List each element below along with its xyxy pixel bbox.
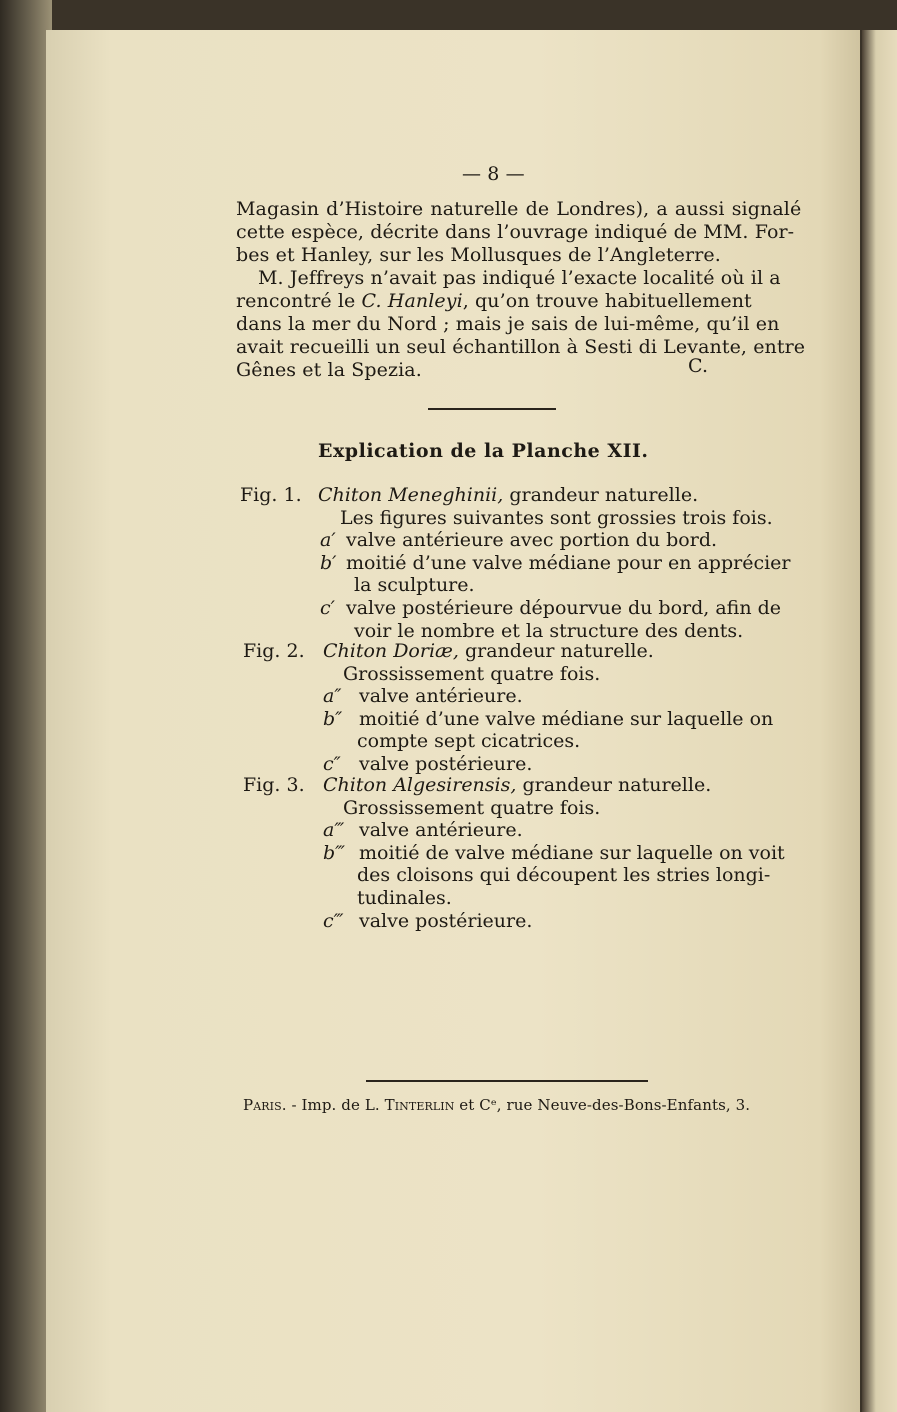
- text-line: bes et Hanley, sur les Mollusques de l’Angleterre.: [236, 244, 721, 266]
- figure-label: Fig. 3.: [243, 774, 305, 796]
- imprint-printer: Tinterlin: [384, 1096, 455, 1114]
- imprint: [243, 1094, 750, 1116]
- view-letter: c′: [320, 597, 335, 619]
- view-description: moitié d’une valve médiane pour en apprécier: [346, 551, 791, 574]
- magnification-note: Les figures suivantes sont grossies trois fois.: [340, 506, 773, 529]
- figure-label: Fig. 2.: [243, 640, 305, 662]
- view-description: valve antérieure.: [359, 819, 523, 842]
- divider: [428, 408, 556, 410]
- view-description: valve postérieure.: [359, 909, 533, 932]
- caption-text: grandeur naturelle.: [458, 640, 654, 662]
- imprint-city: Paris.: [243, 1096, 287, 1114]
- species-name: Chiton Algesirensis,: [323, 774, 517, 796]
- figure-caption: [323, 774, 711, 796]
- view-letter: c‴: [323, 909, 344, 932]
- text-line: dans la mer du Nord ; mais je sais de lui-même, qu’il en: [236, 313, 780, 335]
- view-letter: a″: [323, 685, 342, 708]
- caption-text: grandeur naturelle.: [503, 484, 699, 506]
- view-letter: c″: [323, 753, 341, 775]
- signature: C.: [688, 355, 709, 377]
- section-title: Explication de la Planche XII.: [318, 440, 649, 462]
- view-description: moitié d’une valve médiane sur laquelle on: [359, 707, 774, 730]
- view-letter: b′: [320, 551, 337, 574]
- view-description: valve postérieure.: [359, 753, 533, 775]
- species-name: C. Hanleyi: [361, 290, 463, 312]
- view-description: valve postérieure dépourvue du bord, afin de: [346, 597, 782, 619]
- magnification-note: Grossissement quatre fois.: [343, 796, 601, 819]
- view-description: compte sept cicatrices.: [357, 730, 581, 753]
- figure-label: Fig. 1.: [240, 484, 302, 506]
- text-line: cette espèce, décrite dans l’ouvrage indiqué de MM. For-: [236, 221, 795, 243]
- book-binding: [0, 0, 52, 1412]
- view-description: valve antérieure avec portion du bord.: [346, 529, 718, 552]
- page-number: — 8 —: [462, 163, 525, 185]
- view-description: des cloisons qui découpent les stries longi-: [357, 864, 771, 887]
- caption-text: grandeur naturelle.: [516, 774, 712, 796]
- text-line: Gênes et la Spezia.: [236, 359, 422, 381]
- imprint-address: et Cᵉ, rue Neuve-des-Bons-Enfants, 3.: [454, 1096, 751, 1114]
- view-description: tudinales.: [357, 887, 452, 909]
- footer-rule: [366, 1080, 648, 1082]
- text-line: Magasin d’Histoire naturelle de Londres), a aussi signalé: [236, 198, 802, 220]
- magnification-note: Grossissement quatre fois.: [343, 662, 601, 685]
- view-letter: a′: [320, 529, 336, 552]
- view-description: valve antérieure.: [359, 685, 523, 708]
- view-description: voir le nombre et la structure des dents.: [354, 619, 744, 642]
- species-name: Chiton Doriæ,: [323, 640, 459, 662]
- view-description: la sculpture.: [354, 574, 475, 597]
- view-letter: b″: [323, 707, 343, 730]
- figure-caption: [318, 484, 698, 506]
- species-name: Chiton Meneghinii,: [318, 484, 504, 506]
- text-line: [236, 290, 752, 312]
- view-letter: b‴: [323, 841, 346, 864]
- text: rencontré le: [236, 290, 362, 312]
- next-page-edge: [862, 30, 897, 1412]
- text: , qu’on trouve habituellement: [462, 290, 752, 312]
- view-letter: a‴: [323, 819, 345, 842]
- text-line: avait recueilli un seul échantillon à Sesti di Levante, entre: [236, 336, 806, 358]
- view-description: moitié de valve médiane sur laquelle on voit: [359, 841, 785, 864]
- figure-caption: [323, 640, 654, 662]
- imprint-text: - Imp. de L.: [286, 1096, 385, 1114]
- text-line: M. Jeffreys n’avait pas indiqué l’exacte localité où il a: [258, 267, 781, 289]
